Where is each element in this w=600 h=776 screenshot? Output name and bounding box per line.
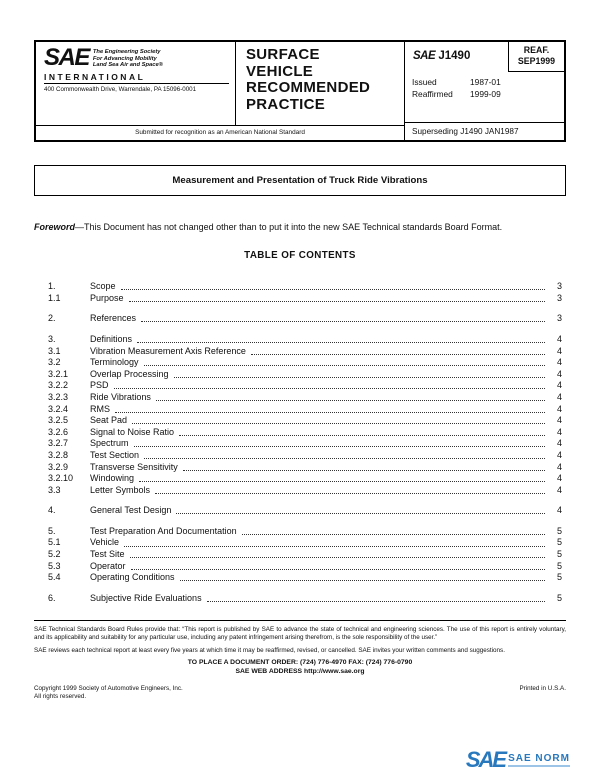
toc-entry-label: Test Site: [90, 549, 125, 560]
saenorm-watermark: [465, 747, 570, 772]
toc-entry-number: 3.2.9: [48, 461, 69, 472]
toc-entry-label: Operator: [90, 560, 126, 571]
toc-dot-leader: [156, 392, 545, 401]
toc-entry-number: 6.: [48, 592, 56, 603]
copyright-line-2: All rights reserved.: [34, 693, 87, 701]
toc-row: [48, 593, 562, 605]
toc-dot-leader: [176, 505, 545, 514]
toc-dot-leader: [124, 537, 545, 546]
toc-entry-page: 4: [556, 368, 562, 379]
toc-entry-number: 3.2.2: [48, 380, 69, 391]
header-top-row: [36, 42, 404, 125]
doc-id-prefix: SAE: [413, 50, 436, 62]
toc-dot-leader: [132, 415, 545, 424]
toc-entry-label: Test Section: [90, 449, 140, 460]
toc-row: [48, 473, 562, 485]
toc-dot-leader: [183, 462, 545, 471]
toc-entry-page: 3: [556, 281, 562, 292]
ansi-recognition-note: Submitted for recognition as an American National Standard: [36, 125, 404, 140]
toc-dot-leader: [115, 404, 545, 413]
copyright-row: [34, 685, 566, 701]
doc-id-number: J1490: [438, 50, 471, 62]
copyright-line-1: Copyright 1999 Society of Automotive Engineers, Inc.: [34, 685, 183, 693]
web-address-line: SAE WEB ADDRESS http://www.sae.org: [235, 667, 365, 675]
toc-entry-label: Seat Pad: [90, 415, 128, 426]
toc-entry-number: 3.2.4: [48, 403, 69, 414]
toc-entry-number: 5.1: [48, 537, 61, 548]
toc-entry-page: 3: [556, 313, 562, 324]
toc-entry-page: 5: [556, 572, 562, 583]
toc-entry-page: 5: [556, 560, 562, 571]
toc-entry-number: 3.3: [48, 484, 61, 495]
toc-row: [48, 346, 562, 358]
document-type-cell: [236, 42, 404, 125]
toc-entry-number: 3.2.6: [48, 426, 69, 437]
doc-type-line-4: PRACTICE: [246, 95, 326, 113]
document-header: [34, 40, 566, 142]
toc-entry-number: 3.2.7: [48, 438, 69, 449]
toc-entry-label: Transverse Sensitivity: [90, 461, 178, 472]
toc-heading: TABLE OF CONTENTS: [244, 250, 356, 262]
toc-entry-page: 4: [556, 380, 562, 391]
toc-dot-leader: [207, 593, 545, 602]
order-info: [34, 659, 566, 676]
toc-dot-leader: [131, 561, 545, 570]
tagline-line-1: The Engineering Society: [92, 49, 161, 55]
toc-entry-page: 4: [556, 426, 562, 437]
toc-entry-label: Spectrum: [90, 438, 129, 449]
toc-entry-label: Test Preparation And Documentation: [90, 525, 237, 536]
reaf-label: REAF.: [523, 45, 550, 55]
toc-row: [48, 549, 562, 561]
reaffirmed-value: 1999-09: [470, 88, 501, 99]
toc-list: [34, 281, 566, 604]
toc-entry-label: Windowing: [90, 473, 135, 484]
toc-entry-label: Terminology: [90, 357, 139, 368]
saenorm-logo-text: SAE NORM: [508, 753, 570, 767]
toc-row: [48, 369, 562, 381]
toc-row: [48, 485, 562, 497]
toc-row: [48, 281, 562, 293]
toc-entry-label: Operating Conditions: [90, 572, 175, 583]
toc-entry-page: 4: [556, 438, 562, 449]
toc-row: [48, 572, 562, 584]
toc-dot-leader: [114, 380, 545, 389]
tagline-line-3: Land Sea Air and Space®: [92, 62, 163, 69]
toc-entry-page: 4: [556, 415, 562, 426]
sae-logo-block: [44, 44, 229, 71]
toc-entry-label: Overlap Processing: [90, 368, 169, 379]
toc-entry-number: 1.1: [48, 292, 61, 303]
legal-paragraph-1: SAE Technical Standards Board Rules provide that: “This report is published by SAE to advance the state of technical and engineering sciences. The use of this report is entirely voluntary, and its applicability and suitability for any particular use, including any patent infringement arising therefrom, is the sole responsibility of the user.”: [34, 626, 566, 642]
toc-entry-label: Vibration Measurement Axis Reference: [90, 345, 246, 356]
toc-row: [48, 357, 562, 369]
toc-entry-number: 3.1: [48, 345, 61, 356]
doc-number-row: [405, 42, 564, 72]
toc-dot-leader: [144, 450, 545, 459]
header-right-group: [404, 42, 564, 140]
toc-entry-number: 3.2.10: [48, 473, 74, 484]
toc-entry-page: 5: [556, 537, 562, 548]
toc-entry-page: 4: [556, 449, 562, 460]
toc-entry-number: 5.2: [48, 549, 61, 560]
toc-entry-page: 3: [556, 292, 562, 303]
reaffirmed-row: [412, 89, 557, 101]
toc-entry-number: 3.2: [48, 357, 61, 368]
toc-row: [48, 313, 562, 325]
toc-entry-label: Subjective Ride Evaluations: [90, 592, 202, 603]
toc-entry-label: Purpose: [90, 292, 124, 303]
header-left-group: [36, 42, 404, 140]
printed-note: Printed in U.S.A.: [519, 685, 566, 693]
toc-entry-number: 3.2.8: [48, 449, 69, 460]
toc-entry-label: Definitions: [90, 333, 133, 344]
reaffirmation-box: [508, 42, 564, 72]
legal-footnote: [34, 620, 566, 654]
toc-row: [48, 561, 562, 573]
toc-row: [48, 404, 562, 416]
toc-entry-page: 4: [556, 357, 562, 368]
toc-row: [48, 438, 562, 450]
legal-paragraph-2: SAE reviews each technical report at least every five years at which time it may be reaffirmed, revised, or cancelled. SAE invites your written comments and suggestions.: [34, 646, 505, 654]
publisher-cell: [36, 42, 236, 125]
issued-value: 1987-01: [470, 77, 501, 87]
toc-entry-number: 4.: [48, 505, 56, 516]
toc-entry-page: 4: [556, 484, 562, 495]
toc-row: [48, 293, 562, 305]
toc-entry-number: 5.4: [48, 572, 61, 583]
toc-entry-number: 5.: [48, 525, 56, 536]
toc-row: [48, 334, 562, 346]
toc-row: [48, 427, 562, 439]
toc-row: [48, 415, 562, 427]
toc-dot-leader: [144, 357, 545, 366]
toc-entry-label: Scope: [90, 281, 116, 292]
toc-entry-label: Letter Symbols: [90, 484, 151, 495]
toc-entry-page: 4: [556, 391, 562, 402]
copyright-block: [34, 685, 183, 701]
doc-type-line-2: VEHICLE: [246, 62, 314, 80]
toc-row: [48, 526, 562, 538]
toc-entry-label: RMS: [90, 403, 110, 414]
toc-row: [48, 505, 562, 517]
tagline-line-2: For Advancing Mobility: [92, 55, 157, 62]
order-line: TO PLACE A DOCUMENT ORDER: (724) 776-4970 FAX: (724) 776-0790: [187, 659, 413, 667]
toc-dot-leader: [141, 313, 545, 322]
toc-dot-leader: [251, 346, 545, 355]
issued-row: [412, 77, 557, 89]
toc-entry-page: 4: [556, 333, 562, 344]
toc-row: [48, 380, 562, 392]
document-title: Measurement and Presentation of Truck Ride Vibrations: [34, 165, 566, 196]
toc-dot-leader: [180, 572, 545, 581]
sae-tagline: [93, 48, 163, 69]
toc-entry-page: 4: [556, 473, 562, 484]
toc-dot-leader: [121, 281, 545, 290]
toc-entry-label: Signal to Noise Ratio: [90, 426, 175, 437]
toc-entry-label: General Test Design: [90, 505, 172, 516]
toc-row: [48, 537, 562, 549]
toc-dot-leader: [155, 485, 545, 494]
revision-dates: [405, 72, 564, 122]
toc-entry-page: 5: [556, 549, 562, 560]
reaf-date: SEP1999: [517, 56, 556, 66]
foreword-paragraph: [34, 222, 566, 233]
toc-dot-leader: [137, 334, 545, 343]
toc-dot-leader: [129, 293, 545, 302]
toc-entry-label: Vehicle: [90, 537, 120, 548]
toc-entry-label: References: [90, 313, 137, 324]
toc-dot-leader: [139, 473, 545, 482]
toc-entry-label: Ride Vibrations: [90, 391, 151, 402]
superseding-note: Superseding J1490 JAN1987: [405, 122, 564, 140]
sae-logo: SAE: [44, 44, 89, 71]
issued-label: Issued: [412, 77, 437, 87]
sae-international-label: INTERNATIONAL: [44, 70, 229, 84]
toc-entry-page: 4: [556, 505, 562, 516]
toc-entry-page: 5: [556, 592, 562, 603]
toc-entry-page: 4: [556, 345, 562, 356]
toc-entry-number: 1.: [48, 281, 56, 292]
toc-entry-page: 4: [556, 461, 562, 472]
toc-entry-number: 2.: [48, 313, 56, 324]
saenorm-logo-glyph: SAE: [465, 747, 506, 772]
toc-row: [48, 450, 562, 462]
toc-row: [48, 392, 562, 404]
toc-row: [48, 462, 562, 474]
doc-type-line-3: RECOMMENDED: [246, 79, 371, 96]
toc-entry-number: 3.2.3: [48, 391, 69, 402]
publisher-address: 400 Commonwealth Drive, Warrendale, PA 15096-0001: [44, 85, 197, 93]
toc-entry-number: 3.: [48, 333, 56, 344]
toc-dot-leader: [134, 438, 545, 447]
toc-dot-leader: [130, 549, 545, 558]
toc-entry-page: 4: [556, 403, 562, 414]
foreword-text: —This Document has not changed other than to put it into the new SAE Technical standards Board Format.: [75, 222, 503, 232]
toc-entry-page: 5: [556, 525, 562, 536]
toc-entry-label: PSD: [90, 380, 109, 391]
toc-dot-leader: [179, 427, 545, 436]
doc-type-line-1: SURFACE: [246, 46, 320, 63]
toc-entry-number: 3.2.5: [48, 415, 69, 426]
toc-dot-leader: [174, 369, 545, 378]
document-id: [405, 42, 470, 72]
toc-entry-number: 5.3: [48, 560, 61, 571]
foreword-label: Foreword: [34, 222, 76, 232]
toc-entry-number: 3.2.1: [48, 368, 69, 379]
reaffirmed-label: Reaffirmed: [412, 88, 453, 99]
toc-dot-leader: [242, 526, 545, 535]
